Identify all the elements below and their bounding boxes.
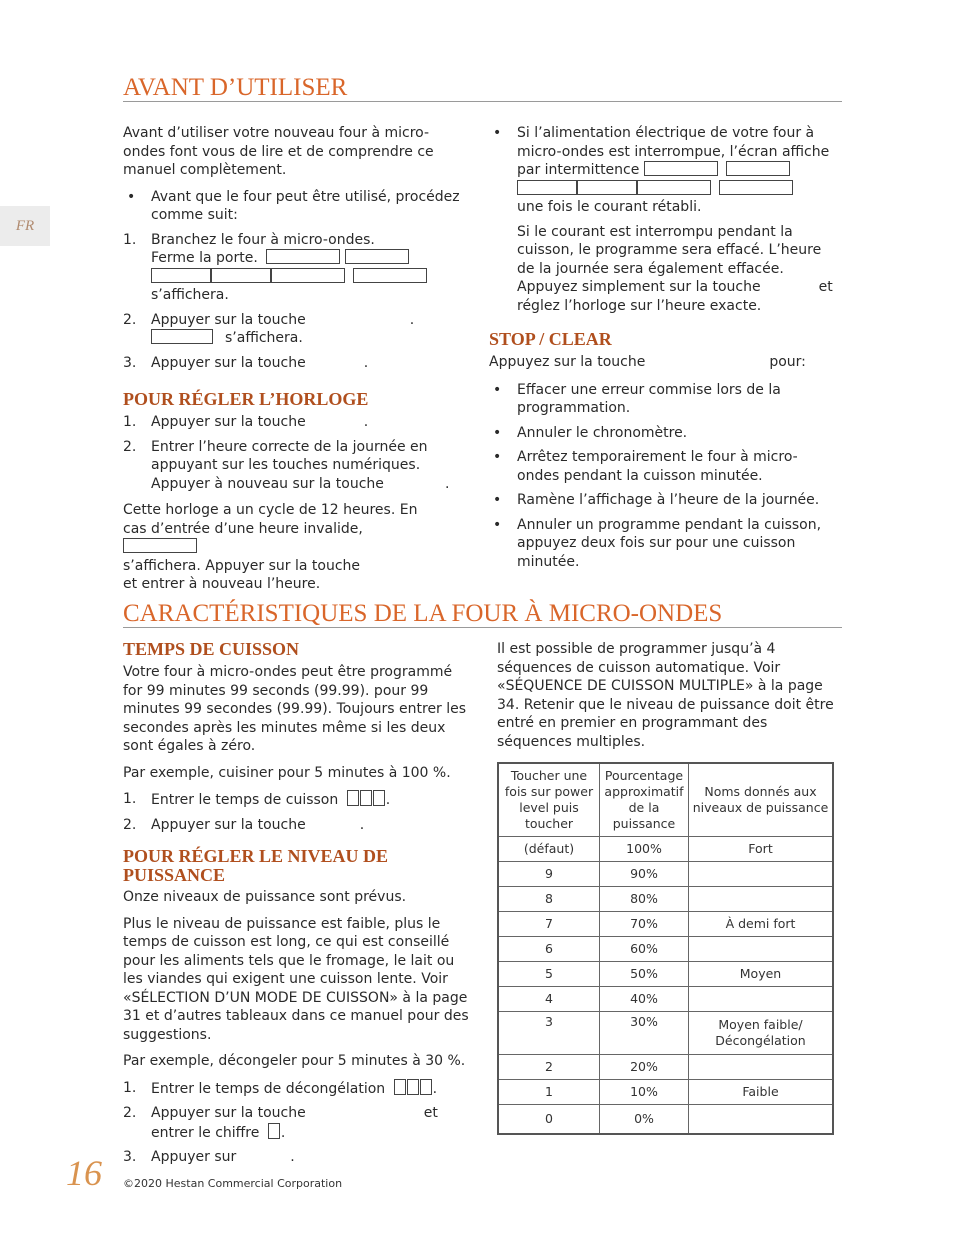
- note-text: Cette horloge a un cycle de 12 heures. En cas d’entrée d’une heure invalide,: [123, 502, 418, 537]
- display-box: [637, 180, 711, 195]
- step-1: [123, 231, 469, 305]
- period: .: [409, 311, 415, 328]
- title-rule: [123, 101, 842, 102]
- clock-step-2: [123, 438, 469, 494]
- table-row: [498, 987, 833, 1012]
- table-cell: 7: [498, 912, 600, 937]
- table-cell: 0: [498, 1105, 600, 1135]
- stop-intro: pour:: [769, 354, 806, 370]
- step-text: Appuyer sur la touche: [151, 816, 306, 833]
- digit-box: [360, 790, 372, 806]
- stop-item: • Ramène l’affichage à l’heure de la journée.: [493, 492, 820, 508]
- level-section: [123, 888, 469, 1173]
- example-text: Par exemple, décongeler pour 5 minutes à 30 %.: [123, 1053, 466, 1069]
- right-column-1: [489, 124, 839, 321]
- step-text: et: [423, 1105, 438, 1121]
- display-box: [123, 538, 197, 553]
- step-text: Appuyer sur la touche: [151, 354, 306, 371]
- display-box: [151, 329, 213, 344]
- digit-box: [373, 790, 385, 806]
- table-cell: Faible: [689, 1080, 834, 1105]
- display-box: [353, 268, 427, 283]
- stop-item: • Effacer une erreur commise lors de la programmation.: [493, 381, 781, 416]
- step-number: 1.: [123, 231, 137, 248]
- display-box: [577, 180, 637, 195]
- stop-item-text: Ramène l’affichage à l’heure de la journée.: [517, 492, 820, 508]
- step-text: Entrer le temps de décongélation: [151, 1080, 386, 1097]
- step-number: 1.: [123, 791, 137, 807]
- table-row: [498, 862, 833, 887]
- bullet-text: Avant que le four peut être utilisé, procédez comme suit:: [151, 188, 460, 223]
- step-text: s’affichera.: [225, 330, 303, 346]
- table-cell: Moyen: [689, 962, 834, 987]
- stop-item-text: Annuler un programme pendant la cuisson, appuyez deux fois sur pour une cuisson minutée.: [517, 516, 822, 570]
- table-row: [498, 1105, 833, 1135]
- table-header-row: [498, 763, 833, 837]
- example-text: Par exemple, cuisiner pour 5 minutes à 100 %.: [123, 764, 451, 781]
- table-cell: [689, 862, 834, 887]
- table-cell: 0%: [600, 1105, 689, 1135]
- step-number: 3.: [123, 354, 137, 371]
- level-heading: POUR RÉGLER LE NIVEAU DE PUISSANCE: [123, 846, 389, 885]
- digit-box: [407, 1079, 419, 1095]
- stop-item-text: Arrêtez temporairement le four à micro-ondes pendant la cuisson minutée.: [517, 449, 798, 484]
- step-text: Appuyer sur la touche: [151, 1105, 306, 1121]
- time-step-1: [123, 790, 469, 810]
- table-row: [498, 1012, 833, 1055]
- intro-text: Avant d’utiliser votre nouveau four à micro-ondes font vous de lire et de comprendre ce manuel complètement.: [123, 125, 434, 178]
- power-text: et réglez l’horloge sur l’heure exacte.: [517, 279, 833, 314]
- step-text: Appuyer sur la touche: [151, 311, 306, 328]
- step-3: [123, 354, 469, 373]
- table-cell: 4: [498, 987, 600, 1012]
- step-text: Ferme la porte.: [151, 250, 258, 266]
- power-level-table: [497, 762, 834, 1135]
- period: .: [363, 354, 369, 371]
- table-row: [498, 1055, 833, 1080]
- table-cell: 30%: [600, 1012, 689, 1055]
- digit-box: [268, 1123, 280, 1139]
- table-cell: [689, 1055, 834, 1080]
- display-box: [644, 161, 718, 176]
- title-rule: [123, 627, 842, 628]
- clock-section: [123, 413, 469, 594]
- step-text: Entrer le temps de cuisson: [151, 792, 339, 808]
- table-cell: 50%: [600, 962, 689, 987]
- table-header-cell: Noms donnés aux niveaux de puissance: [689, 763, 834, 837]
- table-cell: 1: [498, 1080, 600, 1105]
- display-box: [211, 268, 271, 283]
- stop-item-text: Effacer une erreur commise lors de la programmation.: [517, 381, 781, 416]
- table-row: [498, 962, 833, 987]
- language-tab: FR: [0, 206, 50, 246]
- table-cell: 80%: [600, 887, 689, 912]
- table-cell: 20%: [600, 1055, 689, 1080]
- stop-intro: Appuyez sur la touche: [489, 354, 646, 370]
- step-text: Entrer l’heure correcte de la journée en appuyant sur les touches numériques. Appuyer à nouveau sur la touche: [151, 438, 428, 492]
- power-text: Si l’alimentation électrique de votre four à micro-ondes est interrompue, l’écran affiche par intermittence: [517, 125, 830, 178]
- table-cell: [689, 987, 834, 1012]
- table-row: [498, 912, 833, 937]
- table-cell: 9: [498, 862, 600, 887]
- level-step-2: [123, 1104, 469, 1142]
- bullet-item: • Avant que le four peut être utilisé, procédez comme suit:: [127, 188, 460, 223]
- step-number: 2.: [123, 311, 137, 328]
- digit-box: [420, 1079, 432, 1095]
- table-cell: [689, 1105, 834, 1135]
- page-number: 16: [66, 1153, 102, 1193]
- step-number: 1.: [123, 1079, 137, 1096]
- period: .: [432, 1080, 438, 1097]
- digit-box: [394, 1079, 406, 1095]
- step-number: 3.: [123, 1149, 137, 1165]
- period: .: [359, 816, 365, 833]
- table-row: [498, 887, 833, 912]
- step-text: Appuyer sur: [151, 1149, 237, 1165]
- power-bullet: • Si l’alimentation électrique de votre four à micro-ondes est interrompue, l’écran affiche par intermittence une fois le courant rétabli. Si le courant est interrompu pendant la cuisson, le programme sera effacé. L’heure de la journée sera également effacée. Appuyez simplement sur la touche et réglez l’horloge sur l’heure exacte.: [489, 124, 839, 315]
- time-step-2: [123, 816, 469, 835]
- table-cell: 3: [498, 1012, 600, 1055]
- step-text: s’affichera.: [151, 287, 229, 303]
- period: .: [363, 414, 369, 430]
- power-text: Si le courant est interrompu pendant la cuisson, le programme sera effacé. L’heure de la journée sera également effacée. Appuyez simplement sur la touche: [517, 223, 822, 295]
- time-section: [123, 663, 469, 840]
- stop-item-text: Annuler le chronomètre.: [517, 424, 688, 441]
- note-text: s’affichera. Appuyer sur la touche: [123, 557, 361, 574]
- stop-item: • Arrêtez temporairement le four à micro-ondes pendant la cuisson minutée.: [493, 449, 798, 484]
- step-number: 1.: [123, 414, 137, 430]
- digit-box: [347, 790, 359, 806]
- display-box: [271, 268, 345, 283]
- step-text: Branchez le four à micro-ondes.: [151, 231, 375, 248]
- copyright: ©2020 Hestan Commercial Corporation: [123, 1177, 343, 1190]
- clock-note: [123, 501, 469, 594]
- table-cell: 40%: [600, 987, 689, 1012]
- table-cell: À demi fort: [689, 912, 834, 937]
- section-title-caracteristiques: CARACTÉRISTIQUES DE LA FOUR À MICRO-ONDES: [123, 600, 723, 627]
- power-text: une fois le courant rétabli.: [517, 199, 702, 215]
- section-title-avant: AVANT D’UTILISER: [123, 74, 348, 101]
- step-number: 2.: [123, 1105, 137, 1121]
- clock-heading: POUR RÉGLER L’HORLOGE: [123, 389, 369, 409]
- note-text: et entrer à nouveau l’heure.: [123, 576, 321, 592]
- table-cell: 100%: [600, 837, 689, 862]
- display-box: [726, 161, 790, 176]
- display-box: [345, 249, 409, 264]
- table-cell: 10%: [600, 1080, 689, 1105]
- display-box: [517, 180, 577, 195]
- display-box: [151, 268, 211, 283]
- table-row: [498, 837, 833, 862]
- display-box: [719, 180, 793, 195]
- period: .: [290, 1149, 295, 1165]
- step-text: entrer le chiffre: [151, 1124, 260, 1141]
- table-cell: 6: [498, 937, 600, 962]
- step-number: 2.: [123, 816, 137, 833]
- table-cell: [689, 887, 834, 912]
- multi-seq-text: Il est possible de programmer jusqu’à 4 séquences de cuisson automatique. Voir «SÉQUENCE DE CUISSON MULTIPLE» à la page 34. Retenir que le niveau de puissance doit être entré en premier en programmant des séquences multiples.: [497, 641, 834, 750]
- level-step-3: [123, 1148, 469, 1167]
- table-cell: (défaut): [498, 837, 600, 862]
- table-cell: 2: [498, 1055, 600, 1080]
- table-cell: 90%: [600, 862, 689, 887]
- table-header-cell: Pourcentage approximatif de la puissance: [600, 763, 689, 837]
- level-text: Onze niveaux de puissance sont prévus.: [123, 889, 407, 905]
- stop-section: [489, 353, 839, 577]
- period: .: [445, 475, 450, 492]
- table-cell: 60%: [600, 937, 689, 962]
- table-cell: Fort: [689, 837, 834, 862]
- table-cell: [689, 937, 834, 962]
- level-step-1: [123, 1079, 469, 1099]
- step-text: Appuyer sur la touche: [151, 414, 306, 430]
- table-cell: 8: [498, 887, 600, 912]
- stop-item: • Annuler le chronomètre.: [493, 424, 688, 441]
- table-header-cell: Toucher une fois sur power level puis toucher: [498, 763, 600, 837]
- table-row: [498, 1080, 833, 1105]
- display-box: [266, 249, 340, 264]
- table-cell: 5: [498, 962, 600, 987]
- period: .: [385, 792, 391, 808]
- time-text: Votre four à micro-ondes peut être programmé for 99 minutes 99 seconds (99.99). pour 99 minutes 99 secondes (99.99). Toujours entrer les secondes après les minutes même si les deux sont égales à zéro.: [123, 664, 467, 754]
- table-row: [498, 937, 833, 962]
- step-2: [123, 311, 469, 348]
- stop-item: • Annuler un programme pendant la cuisson, appuyez deux fois sur pour une cuisson minutée.: [493, 516, 822, 570]
- left-column-1: [123, 124, 469, 378]
- time-heading: TEMPS DE CUISSON: [123, 639, 300, 659]
- level-text: Plus le niveau de puissance est faible, plus le temps de cuisson est long, ce qui est conseillé pour les aliments tels que le fromage, le lait ou les viandes qui exigent une cuisson lente. Voir «SÉLECTION D’UN MODE DE CUISSON» à la page 31 et d’autres tableaux dans ce manuel pour des suggestions.: [123, 915, 469, 1043]
- stop-heading: STOP / CLEAR: [489, 329, 612, 349]
- period: .: [280, 1124, 286, 1141]
- table-cell: Moyen faible/ Décongélation: [689, 1012, 834, 1055]
- clock-step-1: [123, 413, 469, 432]
- step-number: 2.: [123, 438, 137, 455]
- table-cell: 70%: [600, 912, 689, 937]
